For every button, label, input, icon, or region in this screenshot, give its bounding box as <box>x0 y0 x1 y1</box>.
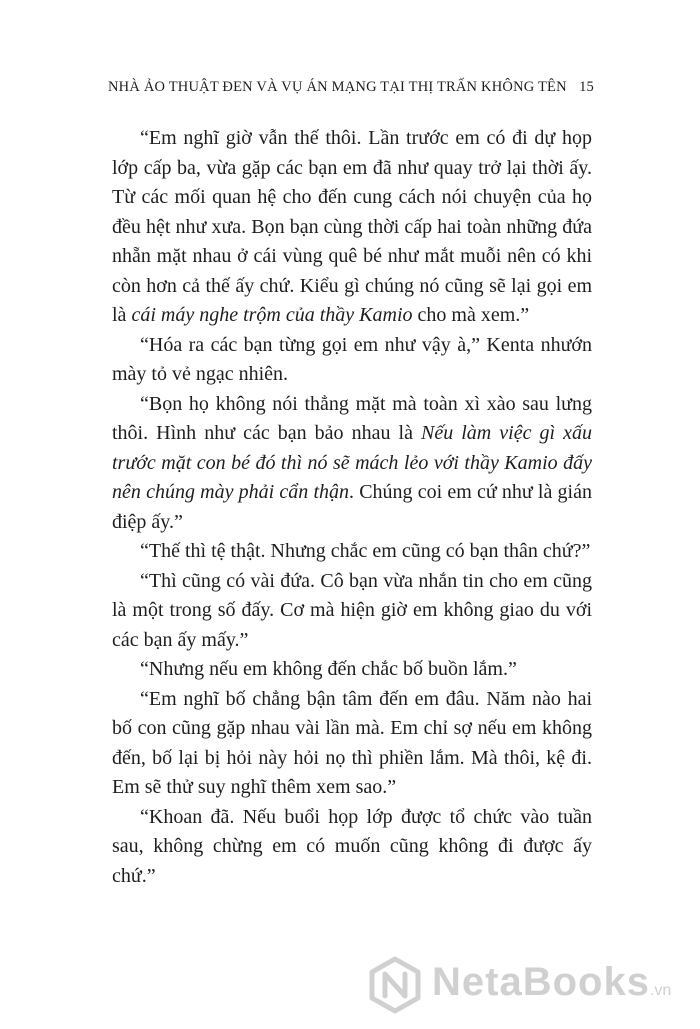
paragraph <box>112 537 592 567</box>
watermark-tld: .vn <box>649 982 672 999</box>
running-header-title: NHÀ ẢO THUẬT ĐEN VÀ VỤ ÁN MẠNG TẠI THỊ TRẤN KHÔNG TÊN <box>108 79 567 95</box>
text-segment: “Khoan đã. Nếu buổi họp lớp được tổ chức vào tuần sau, không chừng em có muốn cũng không đi được ấy chứ.” <box>112 805 592 887</box>
italic-segment: Nếu làm việc gì xấu trước mặt con bé đó thì nó sẽ mách lẻo với thầy Kamio đấy nên chúng mày phải cẩn thận <box>112 422 592 503</box>
text-segment: “Em nghĩ giờ vẫn thế thôi. Lần trước em có đi dự họp lớp cấp ba, vừa gặp các bạn em đã như quay trở lại thời ấy. Từ các mối quan hệ cho đến cung cách nói chuyện của họ đều hệt như xưa. Bọn bạn cùng thời cấp hai toàn những đứa nhẵn mặt nhau ở cái vùng quê bé như mắt muỗi nên có khi còn hơn cả thế ấy chứ. Kiểu gì chúng nó cũng sẽ lại gọi em là <box>112 127 592 326</box>
text-segment: “Nhưng nếu em không đến chắc bố buồn lắm.” <box>140 658 517 680</box>
watermark-brand-name: NetaBooks <box>432 960 650 1004</box>
text-segment: “Em nghĩ bố chẳng bận tâm đến em đâu. Năm nào hai bố con cũng gặp nhau vài lần mà. Em chỉ sợ nếu em không đến, bố lại bị hỏi này hỏi nọ thì phiền lắm. Mà thôi, kệ đi. Em sẽ thử suy nghĩ thêm xem sao.” <box>112 687 592 798</box>
paragraph <box>112 803 592 892</box>
text-segment: “Bọn họ không nói thẳng mặt mà toàn xì xào sau lưng thôi. Hình như các bạn bảo nhau là <box>112 392 592 444</box>
text-segment: “Hóa ra các bạn từng gọi em như vậy à,” Kenta nhướn mày tỏ vẻ ngạc nhiên. <box>112 333 592 385</box>
italic-segment: cái máy nghe trộm của thầy Kamio <box>131 304 413 326</box>
paragraph <box>112 124 592 331</box>
page-number: 15 <box>579 79 594 95</box>
netabooks-logo-icon <box>366 956 424 1014</box>
running-header <box>108 79 594 101</box>
text-segment: . Chúng coi em cứ như là gián điệp ấy.” <box>112 481 592 533</box>
paragraph <box>112 655 592 685</box>
text-segment: “Thế thì tệ thật. Nhưng chắc em cũng có bạn thân chứ?” <box>140 540 591 562</box>
paragraph <box>112 390 592 538</box>
text-segment: “Thì cũng có vài đứa. Cô bạn vừa nhắn tin cho em cũng là một trong số đấy. Cơ mà hiện giờ em không giao du với các bạn ấy mấy.” <box>112 569 592 651</box>
paragraph <box>112 567 592 656</box>
watermark <box>358 950 688 1026</box>
text-segment: cho mà xem.” <box>412 304 530 326</box>
paragraph <box>112 331 592 390</box>
paragraph <box>112 685 592 803</box>
watermark-brand <box>432 960 671 1005</box>
body-text <box>112 124 592 891</box>
